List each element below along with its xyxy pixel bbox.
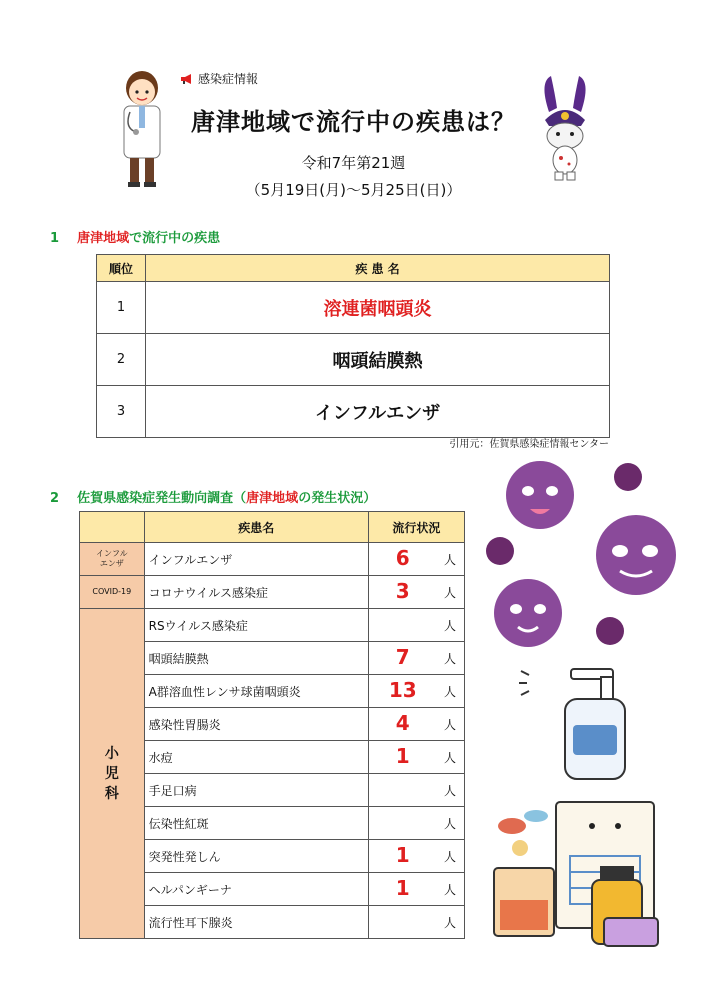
status-cell — [368, 708, 464, 741]
rank-cell: 3 — [97, 386, 146, 438]
status-cell — [368, 741, 464, 774]
section2-number: 2 — [50, 491, 60, 506]
section2-title-post: の発生状況） — [298, 491, 377, 506]
status-cell — [368, 642, 464, 675]
surveillance-header-row — [80, 512, 465, 543]
unit-label: 人 — [443, 916, 456, 930]
date-range: （5月19日(月)～5月25日(日)） — [245, 181, 462, 199]
section1-heading — [50, 227, 220, 246]
status-cell — [368, 609, 464, 642]
section2-title-pre: 佐賀県感染症発生動向調査（ — [77, 491, 247, 506]
disease-name: 感染性胃腸炎 — [144, 708, 368, 741]
rank-cell: 1 — [97, 282, 146, 334]
unit-label: 人 — [443, 784, 456, 798]
category-influenza: インフル エンザ — [80, 543, 145, 576]
rank-cell: 2 — [97, 334, 146, 386]
status-cell — [368, 840, 464, 873]
case-count: 6 — [395, 546, 410, 570]
disease-name: 咽頭結膜熱 — [144, 642, 368, 675]
virus-illustration — [478, 455, 688, 670]
section1-number: 1 — [50, 231, 60, 246]
disease-name: A群溶血性レンサ球菌咽頭炎 — [144, 675, 368, 708]
unit-label: 人 — [443, 817, 456, 831]
source-citation: 引用元：佐賀県感染症情報センター — [449, 439, 609, 450]
info-tag — [180, 70, 258, 87]
disease-column-header: 疾 患 名 — [146, 255, 610, 282]
disease-name: 水痘 — [144, 741, 368, 774]
disease-name: 伝染性紅斑 — [144, 807, 368, 840]
ranking-row — [97, 282, 610, 334]
case-count: 1 — [395, 876, 410, 900]
status-cell — [368, 675, 464, 708]
section1-region: 唐津地域 — [77, 231, 130, 246]
status-cell — [368, 543, 464, 576]
table-row — [80, 576, 465, 609]
status-cell — [368, 873, 464, 906]
surveillance-table — [79, 511, 465, 939]
category-column-header — [80, 512, 145, 543]
disease-name: インフルエンザ — [144, 543, 368, 576]
status-cell — [368, 576, 464, 609]
section2-heading — [50, 487, 376, 506]
section1-title: で流行中の疾患 — [129, 231, 221, 246]
case-count: 13 — [388, 678, 417, 702]
status-cell — [368, 807, 464, 840]
unit-label: 人 — [443, 718, 456, 732]
case-count: 1 — [395, 843, 410, 867]
case-count: 7 — [395, 645, 410, 669]
category-pediatrics: 小 児 科 — [80, 609, 145, 939]
section2-region: 唐津地域 — [246, 491, 299, 506]
week-label: 令和7年第21週 — [301, 154, 406, 172]
megaphone-icon — [180, 73, 194, 85]
table-row — [80, 609, 465, 642]
info-tag-label: 感染症情報 — [198, 72, 259, 86]
unit-label: 人 — [443, 586, 456, 600]
unit-label: 人 — [443, 883, 456, 897]
disease-name: 突発性発しん — [144, 840, 368, 873]
unit-label: 人 — [443, 850, 456, 864]
disease-cell: 咽頭結膜熱 — [146, 334, 610, 386]
disease-name: 流行性耳下腺炎 — [144, 906, 368, 939]
status-column-header: 流行状況 — [368, 512, 464, 543]
table-row — [80, 543, 465, 576]
ranking-row — [97, 334, 610, 386]
disease-name: 手足口病 — [144, 774, 368, 807]
mascot-illustration — [535, 72, 595, 182]
page-title: 唐津地域で流行中の疾患は？ — [191, 108, 516, 136]
medicine-illustration — [492, 800, 672, 950]
ranking-row — [97, 386, 610, 438]
unit-label: 人 — [443, 619, 456, 633]
disease-cell: インフルエンザ — [146, 386, 610, 438]
case-count: 4 — [395, 711, 410, 735]
ranking-table — [96, 254, 610, 438]
rank-column-header: 順位 — [97, 255, 146, 282]
disease-column-header: 疾患名 — [144, 512, 368, 543]
category-covid: COVID-19 — [80, 576, 145, 609]
unit-label: 人 — [443, 751, 456, 765]
unit-label: 人 — [443, 652, 456, 666]
disease-cell: 溶連菌咽頭炎 — [146, 282, 610, 334]
status-cell — [368, 906, 464, 939]
disease-name: コロナウイルス感染症 — [144, 576, 368, 609]
unit-label: 人 — [443, 553, 456, 567]
disease-name: ヘルパンギーナ — [144, 873, 368, 906]
case-count: 3 — [395, 579, 410, 603]
doctor-illustration — [112, 66, 172, 194]
sanitizer-illustration — [515, 665, 635, 785]
disease-name: RSウイルス感染症 — [144, 609, 368, 642]
case-count: 1 — [395, 744, 410, 768]
unit-label: 人 — [443, 685, 456, 699]
status-cell — [368, 774, 464, 807]
ranking-header-row — [97, 255, 610, 282]
